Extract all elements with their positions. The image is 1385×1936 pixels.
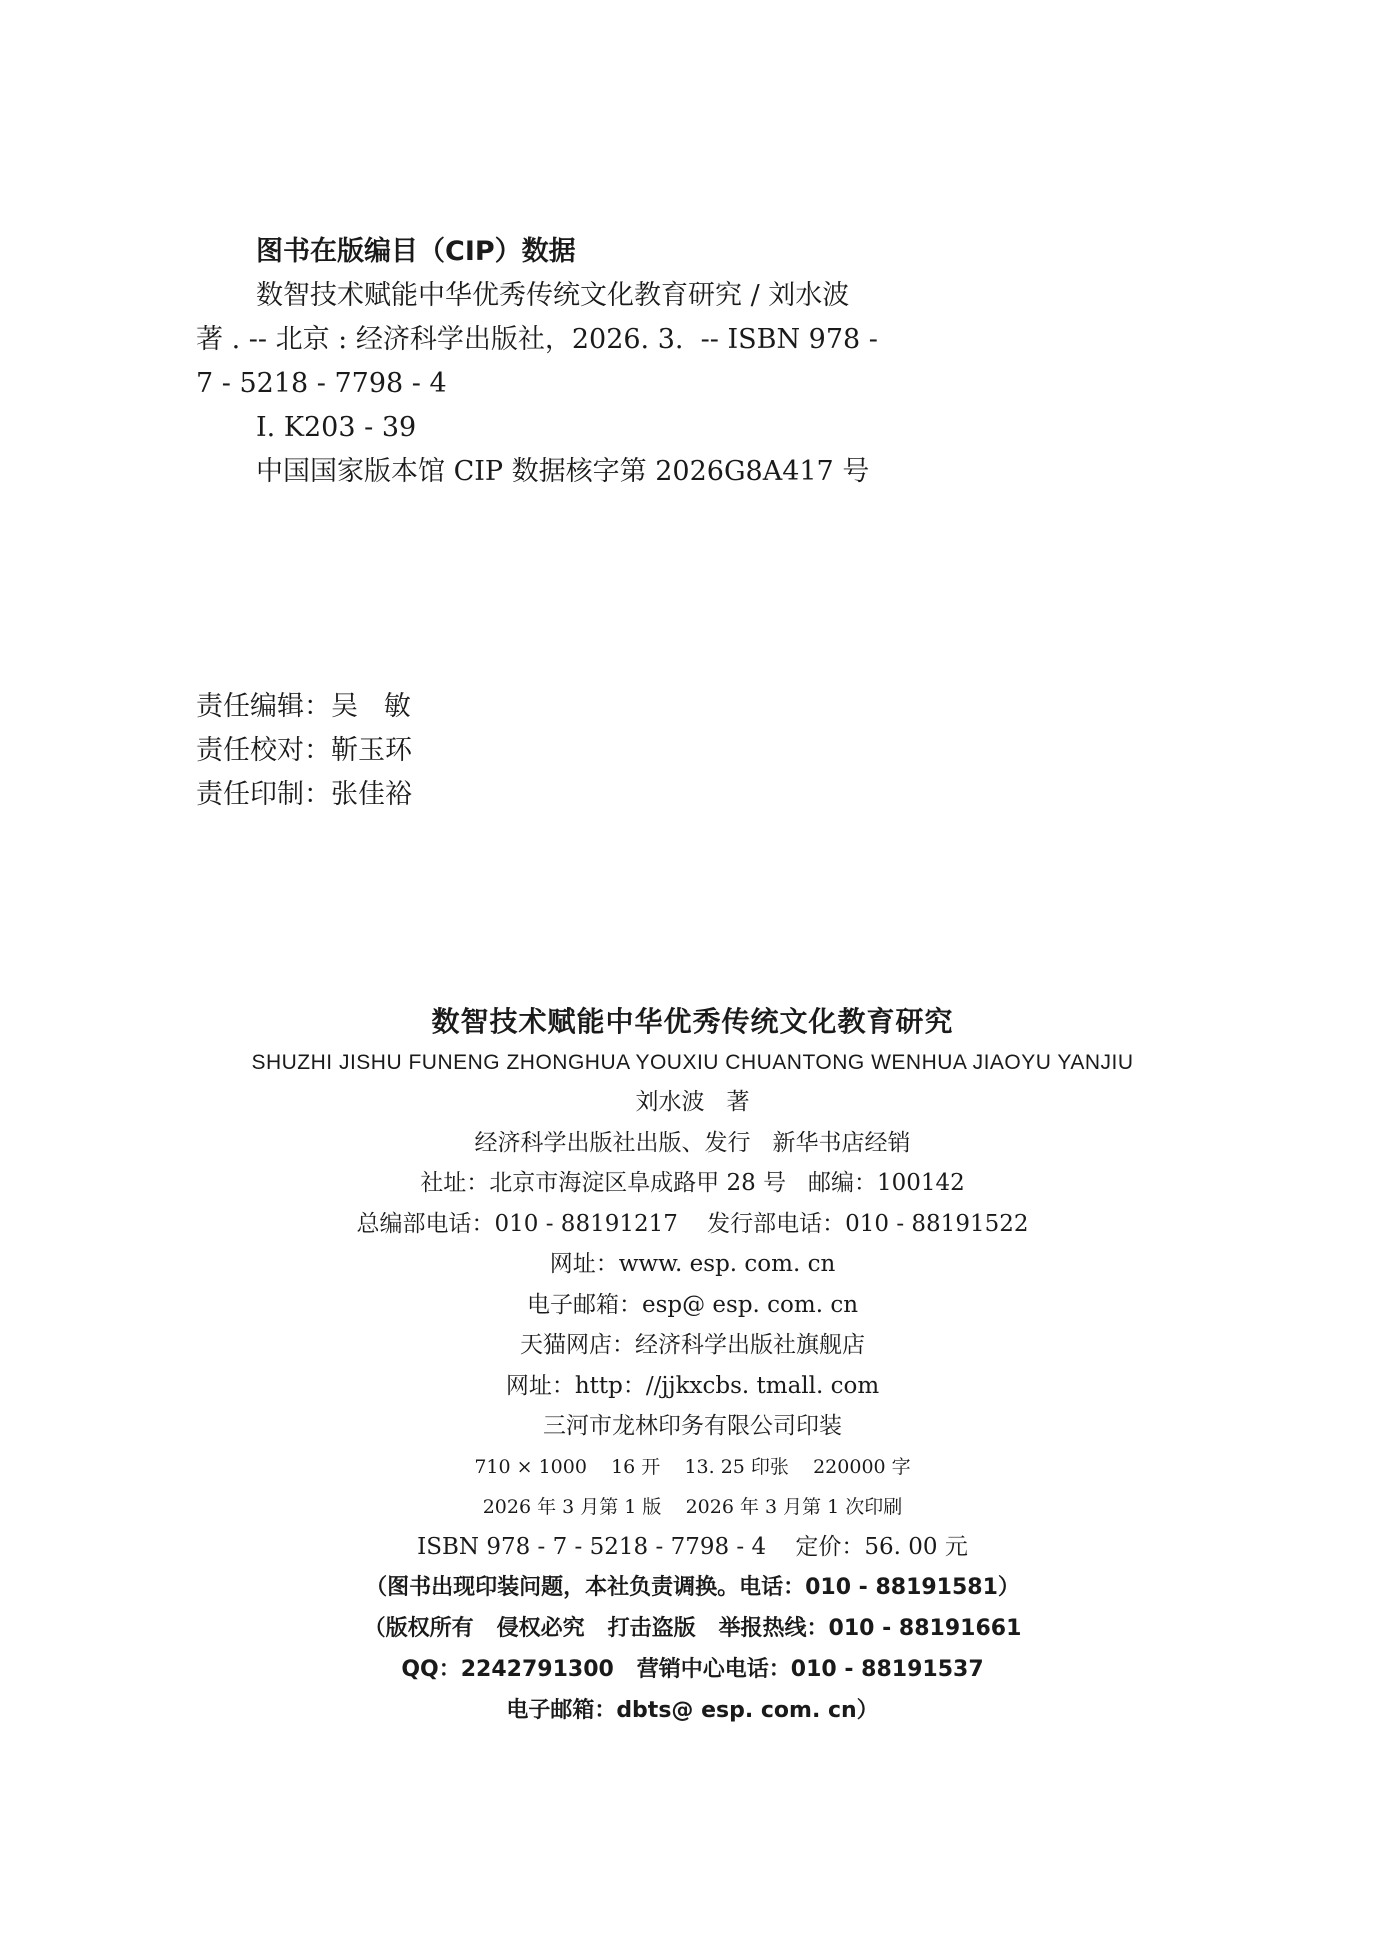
publisher-website: 网址：www. esp. com. cn (549, 1251, 836, 1277)
book-specs: 710 × 1000 16 开 13. 25 印张 220000 字 (474, 1455, 911, 1478)
responsible-proofreader: 责任校对：靳玉环 (196, 735, 412, 766)
book-title-pinyin: SHUZHI JISHU FUNENG ZHONGHUA YOUXIU CHUANTONG WENHUA JIAOYU YANJIU (251, 1051, 1134, 1074)
tmall-store: 天猫网店：经济科学出版社旗舰店 (520, 1332, 865, 1358)
copyright-notice: （版权所有 侵权必究 打击盗版 举报热线：010 - 88191661 (363, 1616, 1022, 1641)
publisher-email: 电子邮箱：esp@ esp. com. cn (526, 1291, 859, 1318)
publisher-phones: 总编部电话：010 - 88191217 发行部电话：010 - 88191522 (356, 1210, 1029, 1237)
cip-data-block (196, 230, 916, 494)
tmall-url: 网址：http：//jjkxcbs. tmall. com (505, 1372, 880, 1399)
responsible-staff-block (196, 685, 412, 817)
publisher-line: 经济科学出版社出版、发行 新华书店经销 (474, 1129, 911, 1156)
responsible-editor: 责任编辑：吴 敏 (196, 691, 411, 722)
responsible-printing: 责任印制：张佳裕 (196, 779, 412, 810)
book-title: 数智技术赋能中华优秀传统文化教育研究 (431, 1005, 954, 1038)
edition-info: 2026 年 3 月第 1 版 2026 年 3 月第 1 次印刷 (482, 1495, 903, 1518)
colophon-block (0, 1000, 1385, 1731)
printer-line: 三河市龙林印务有限公司印装 (543, 1413, 842, 1439)
cip-record-number-line: 中国国家版本馆 CIP 数据核字第 2026G8A417 号 (256, 456, 870, 487)
cip-isbn-line: 7 - 5218 - 7798 - 4 (196, 368, 447, 399)
cip-classification-line: Ⅰ. K203 - 39 (256, 412, 417, 443)
cip-title-line: 数智技术赋能中华优秀传统文化教育研究 / 刘水波 (256, 280, 850, 311)
isbn-price: ISBN 978 - 7 - 5218 - 7798 - 4 定价：56. 00 元 (417, 1533, 968, 1560)
piracy-report-email: 电子邮箱：dbts@ esp. com. cn） (506, 1698, 879, 1723)
marketing-contact: QQ：2242791300 营销中心电话：010 - 88191537 (401, 1657, 984, 1682)
cip-publisher-line: 著 . -- 北京 : 经济科学出版社，2026. 3. -- ISBN 978 - (196, 324, 878, 355)
book-author: 刘水波 著 (635, 1089, 750, 1115)
quality-notice: （图书出现印装问题，本社负责调换。电话：010 - 88191581） (365, 1575, 1020, 1600)
publisher-address: 社址：北京市海淀区阜成路甲 28 号 邮编：100142 (420, 1170, 965, 1196)
cip-heading: 图书在版编目（CIP）数据 (256, 236, 576, 267)
